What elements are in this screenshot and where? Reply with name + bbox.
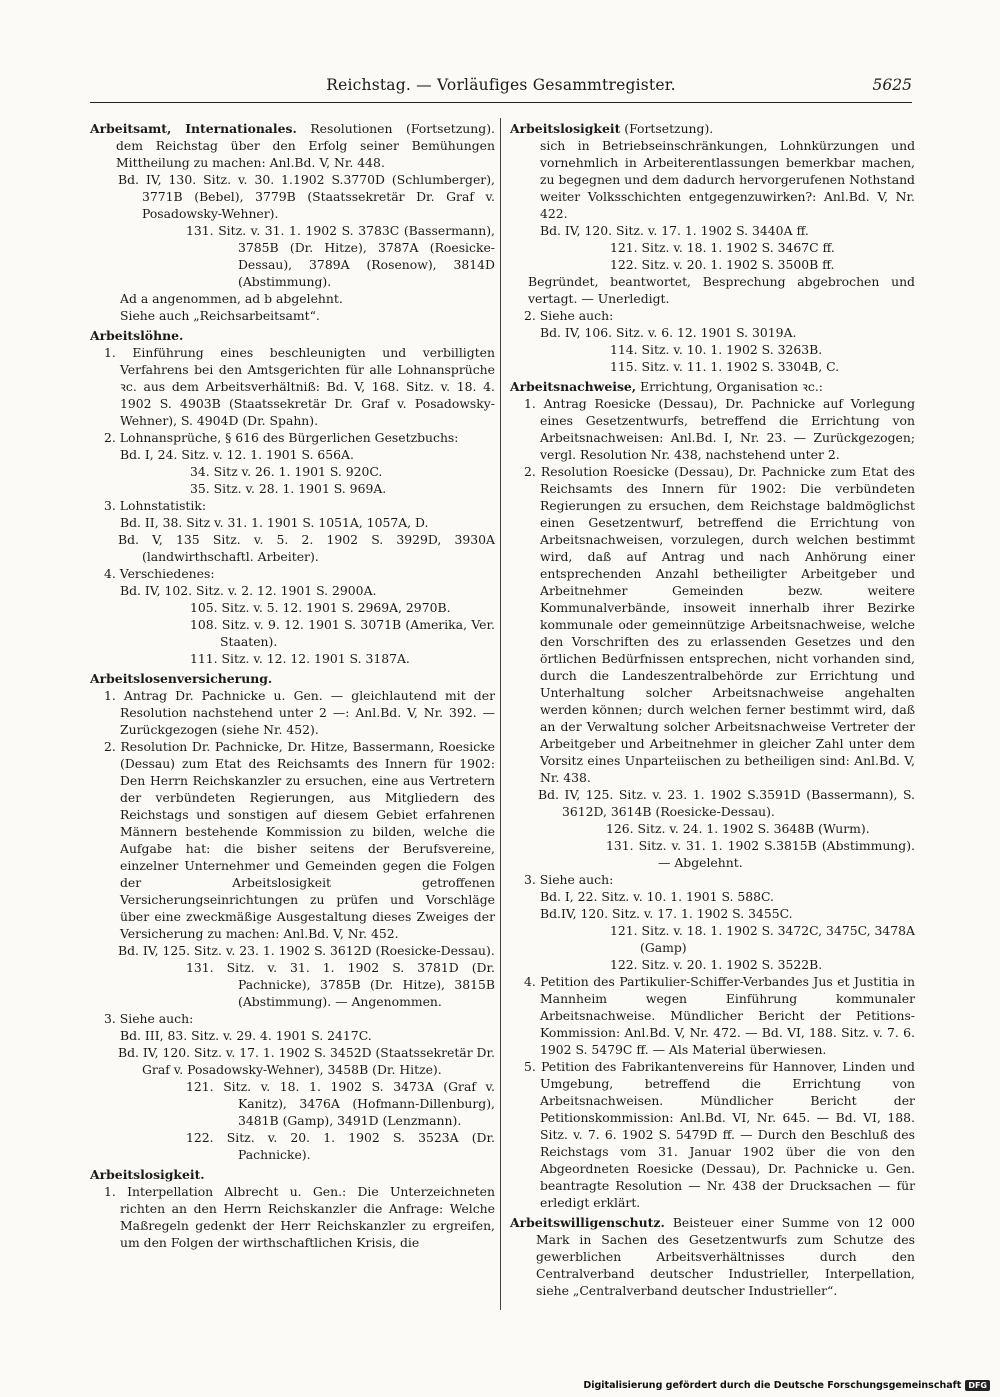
reference-line: Bd. V, 135 Sitz. v. 5. 2. 1902 S. 3929D, 3930A (landwirthschaftl. Arbeiter). xyxy=(118,532,495,564)
reference-line: 122. Sitz. v. 20. 1. 1902 S. 3500B ff. xyxy=(610,257,835,272)
index-entry-arbeitsloehne xyxy=(90,327,495,667)
left-column xyxy=(90,120,495,1251)
index-entry-arbeitsamt xyxy=(90,120,495,324)
entry-text: Errichtung, Organisation ꝛc.: xyxy=(640,379,823,394)
page-number: 5625 xyxy=(872,76,912,94)
index-entry-arbeitslosigkeit xyxy=(90,1166,495,1251)
reference-line: Bd.IV, 120. Sitz. v. 17. 1. 1902 S. 3455C. xyxy=(540,906,793,921)
list-item: 5. Petition des Fabrikantenvereins für Hannover, Linden und Umgebung, betreffend die Errichtung von Arbeitsnachweisen. Mündlicher Bericht der Petitionskommission: Anl.Bd. VI, Nr. 645. — Bd. VI, 188. Sitz. v. 7. 6. 1902 S. 5479D ff. — Durch den Beschluß des Reichstags vom 31. Januar 1902 über die von den Abgeordneten Roesicke (Dessau), Dr. Pachnicke u. Gen. beantragte Resolution — Nr. 438 der Drucksachen — für erledigt erklärt. xyxy=(524,1059,915,1210)
entry-heading: Arbeitslöhne. xyxy=(90,328,184,343)
reference-line: Bd. IV, 106. Sitz. v. 6. 12. 1901 S. 3019A. xyxy=(540,325,797,340)
reference-line: 121. Sitz. v. 18. 1. 1902 S. 3473A (Graf v. Kanitz), 3476A (Hofmann-Dillenburg), 3481B (Gamp), 3491D (Lenzmann). xyxy=(186,1079,495,1128)
reference-line: 35. Sitz. v. 28. 1. 1901 S. 969A. xyxy=(190,481,387,496)
reference-line: 111. Sitz. v. 12. 12. 1901 S. 3187A. xyxy=(190,651,410,666)
reference-line: 108. Sitz. v. 9. 12. 1901 S. 3071B (Amerika, Ver. Staaten). xyxy=(190,617,495,649)
reference-line: 131. Sitz. v. 31. 1. 1902 S.3815B (Abstimmung). — Abgelehnt. xyxy=(606,838,915,870)
reference-line: 105. Sitz. v. 5. 12. 1901 S. 2969A, 2970B. xyxy=(190,600,451,615)
entry-heading: Arbeitsnachweise, xyxy=(510,379,637,394)
footer-text: Digitalisierung gefördert durch die Deutsche Forschungsgemeinschaft xyxy=(583,1380,962,1391)
list-item: 1. Interpellation Albrecht u. Gen.: Die Unterzeichneten richten an den Herrn Reichskanzler die Anfrage: Welche Maßregeln gedenkt der Herr Reichskanzler zu ergreifen, um den Folgen der wirthschaftlichen Krisis, die xyxy=(104,1184,495,1250)
column-divider xyxy=(500,118,501,1310)
see-also: Siehe auch „Reichsarbeitsamt“. xyxy=(120,308,320,323)
reference-line: Bd. IV, 125. Sitz. v. 23. 1. 1902 S.3591D (Bassermann), S. 3612D, 3614B (Roesicke-Dessau). xyxy=(538,787,915,819)
reference-line: Bd. I, 22. Sitz. v. 10. 1. 1901 S. 588C. xyxy=(540,889,774,904)
entry-text: sich in Betriebseinschränkungen, Lohnkürzungen und vornehmlich in Arbeiterentlassungen bemerkbar machen, zu begegnen und dem dadurch hervorgerufenen Nothstand weiter Volksschichten entgegenzuwirken?: Anl.Bd. V, Nr. 422. xyxy=(540,138,915,221)
reference-line: Bd. I, 24. Sitz. v. 12. 1. 1901 S. 656A. xyxy=(120,447,354,462)
index-entry-arbeitswilligenschutz xyxy=(510,1214,915,1299)
reference-line: Bd. IV, 130. Sitz. v. 30. 1.1902 S.3770D (Schlumberger), 3771B (Bebel), 3779B (Staatssekretär Dr. Graf v. Posadowsky-Wehner). xyxy=(118,172,495,221)
index-entry-arbeitslosigkeit-cont xyxy=(510,120,915,375)
entry-text: (Fortsetzung). xyxy=(624,121,714,136)
entry-heading: Arbeitsamt, Internationales. xyxy=(90,121,297,136)
list-item: 1. Einführung eines beschleunigten und verbilligten Verfahrens bei den Amtsgerichten für alle Lohnansprüche ꝛc. aus dem Arbeitsverhältniß: Bd. V, 168. Sitz. v. 18. 4. 1902 S. 4903B (Staatssekretär Dr. Graf v. Posadowsky-Wehner), S. 4904D (Dr. Spahn). xyxy=(104,345,495,428)
entry-heading: Arbeitslosigkeit xyxy=(510,121,621,136)
reference-line: 114. Sitz. v. 10. 1. 1902 S. 3263B. xyxy=(610,342,823,357)
entry-note: Ad a angenommen, ad b abgelehnt. xyxy=(120,291,343,306)
list-item: 3. Siehe auch: xyxy=(104,1011,194,1026)
list-item: 4. Petition des Partikulier-Schiffer-Verbandes Jus et Justitia in Mannheim wegen Einführung kommunaler Arbeitsnachweise. Mündlicher Bericht der Petitions-Kommission: Anl.Bd. V, Nr. 472. — Bd. VI, 188. Sitz. v. 7. 6. 1902 S. 5479C ff. — Als Material überwiesen. xyxy=(524,974,915,1057)
reference-line: Bd. IV, 120. Sitz. v. 17. 1. 1902 S. 3440A ff. xyxy=(540,223,809,238)
list-item: 2. Lohnansprüche, § 616 des Bürgerlichen Gesetzbuchs: xyxy=(104,430,459,445)
reference-line: 122. Sitz. v. 20. 1. 1902 S. 3523A (Dr. Pachnicke). xyxy=(186,1130,495,1162)
entry-text: Beisteuer einer Summe von 12 000 Mark in Sachen des Gesetzentwurfs zum Schutze des gewerblichen Arbeitsverhältnisses durch den Centralverband deutscher Industrieller, Interpellation, siehe „Centralverband deutscher Industrieller“. xyxy=(536,1215,915,1298)
index-entry-arbeitsnachweise xyxy=(510,378,915,1211)
running-title: Reichstag. — Vorläufiges Gesammtregister. xyxy=(326,76,676,94)
entry-heading: Arbeitswilligenschutz. xyxy=(510,1215,665,1230)
reference-line: 126. Sitz. v. 24. 1. 1902 S. 3648B (Wurm). xyxy=(606,821,870,836)
list-item: 2. Resolution Dr. Pachnicke, Dr. Hitze, Bassermann, Roesicke (Dessau) zum Etat des Reichsamts des Innern für 1902: Den Herrn Reichskanzler zu ersuchen, eine aus Vertretern der verbündeten Regierungen, aus Mitgliedern des Reichstags und sonstigen auf diesem Gebiet erfahrenen Männern bestehende Kommission zu bilden, welche die Aufgabe hat: die bisher seitens der Berufsvereine, einzelner Unternehmer und Gemeinden gegen die Folgen der Arbeitslosigkeit getroffenen Versicherungseinrichtungen zu prüfen und Vorschläge über eine zweckmäßige Ausgestaltung dieses Zweiges der Versicherung zu machen: Anl.Bd. V, Nr. 452. xyxy=(104,739,495,941)
reference-line: Bd. IV, 120. Sitz. v. 17. 1. 1902 S. 3452D (Staatssekretär Dr. Graf v. Posadowsky-Wehner), 3458B (Dr. Hitze). xyxy=(118,1045,495,1077)
entry-heading: Arbeitslosenversicherung. xyxy=(90,671,273,686)
list-item: 3. Lohnstatistik: xyxy=(104,498,207,513)
list-item: 1. Antrag Dr. Pachnicke u. Gen. — gleichlautend mit der Resolution nachstehend unter 2 —: Anl.Bd. V, Nr. 392. — Zurückgezogen (siehe Nr. 452). xyxy=(104,688,495,737)
list-item: 2. Resolution Roesicke (Dessau), Dr. Pachnicke zum Etat des Reichsamts des Innern für 1902: Die verbündeten Regierungen zu ersuchen, dem Reichstage baldmöglichst einen Gesetzentwurf, betreffend die Errichtung von Arbeitsnachweisen, vorzulegen, durch welchen bestimmt wird, daß auf Antrag und nach Anhörung einer entsprechenden Anzahl betheiligter Arbeitgeber und Arbeitnehmer Gemeinden bezw. weitere Kommunalverbände, insoweit innerhalb ihrer Bezirke kommunale oder gemeinnützige Arbeitsnachweise, welche den Vorschriften des zu erlassenden Gesetzes und den örtlichen Bedürfnissen entsprechen, nicht vorhanden sind, durch die Landeszentralbehörde zur Errichtung und Unterhaltung solcher Arbeitsnachweise angehalten werden können; durch welchen ferner bestimmt wird, daß an der Verwaltung solcher Arbeitsnachweise Vertreter der Arbeitgeber und Arbeitnehmer in gleicher Zahl unter dem Vorsitz eines Unparteiischen zu betheiligen sind: Anl.Bd. V, Nr. 438. xyxy=(524,464,915,785)
reference-line: 121. Sitz. v. 18. 1. 1902 S. 3472C, 3475C, 3478A (Gamp) xyxy=(610,923,915,955)
entry-heading: Arbeitslosigkeit. xyxy=(90,1167,205,1182)
reference-line: 122. Sitz. v. 20. 1. 1902 S. 3522B. xyxy=(610,957,823,972)
page-header xyxy=(90,76,912,98)
digitization-footer xyxy=(583,1380,990,1391)
reference-line: Bd. IV, 102. Sitz. v. 2. 12. 1901 S. 2900A. xyxy=(120,583,377,598)
reference-line: 131. Sitz. v. 31. 1. 1902 S. 3783C (Bassermann), 3785B (Dr. Hitze), 3787A (Roesicke-Dessau), 3789A (Rosenow), 3814D (Abstimmung). xyxy=(186,223,495,289)
dfg-logo-icon: DFG xyxy=(965,1380,990,1391)
reference-line: 131. Sitz. v. 31. 1. 1902 S. 3781D (Dr. Pachnicke), 3785B (Dr. Hitze), 3815B (Abstimmung). — Angenommen. xyxy=(186,960,495,1009)
index-entry-arbeitslosenversicherung xyxy=(90,670,495,1163)
reference-line: Bd. II, 38. Sitz v. 31. 1. 1901 S. 1051A, 1057A, D. xyxy=(120,515,429,530)
list-item: 2. Siehe auch: xyxy=(524,308,614,323)
right-column xyxy=(510,120,915,1299)
entry-text: Resolutionen (Fortsetzung). dem Reichstag über den Erfolg seiner Bemühungen Mittheilung zu machen: Anl.Bd. V, Nr. 448. xyxy=(116,121,495,170)
list-item: 3. Siehe auch: xyxy=(524,872,614,887)
reference-line: 115. Sitz. v. 11. 1. 1902 S. 3304B, C. xyxy=(610,359,840,374)
reference-line: Bd. III, 83. Sitz. v. 29. 4. 1901 S. 2417C. xyxy=(120,1028,372,1043)
reference-line: 121. Sitz. v. 18. 1. 1902 S. 3467C ff. xyxy=(610,240,835,255)
list-item: 4. Verschiedenes: xyxy=(104,566,215,581)
list-item: 1. Antrag Roesicke (Dessau), Dr. Pachnicke auf Vorlegung eines Gesetzentwurfs, betreffend die Errichtung von Arbeitsnachweisen: Anl.Bd. I, Nr. 23. — Zurückgezogen; vergl. Resolution Nr. 438, nachstehend unter 2. xyxy=(524,396,915,462)
reference-line: Bd. IV, 125. Sitz. v. 23. 1. 1902 S. 3612D (Roesicke-Dessau). xyxy=(118,943,495,958)
entry-note: Begründet, beantwortet, Besprechung abgebrochen und vertagt. — Unerledigt. xyxy=(528,274,915,306)
reference-line: 34. Sitz v. 26. 1. 1901 S. 920C. xyxy=(190,464,383,479)
header-rule xyxy=(90,102,912,103)
